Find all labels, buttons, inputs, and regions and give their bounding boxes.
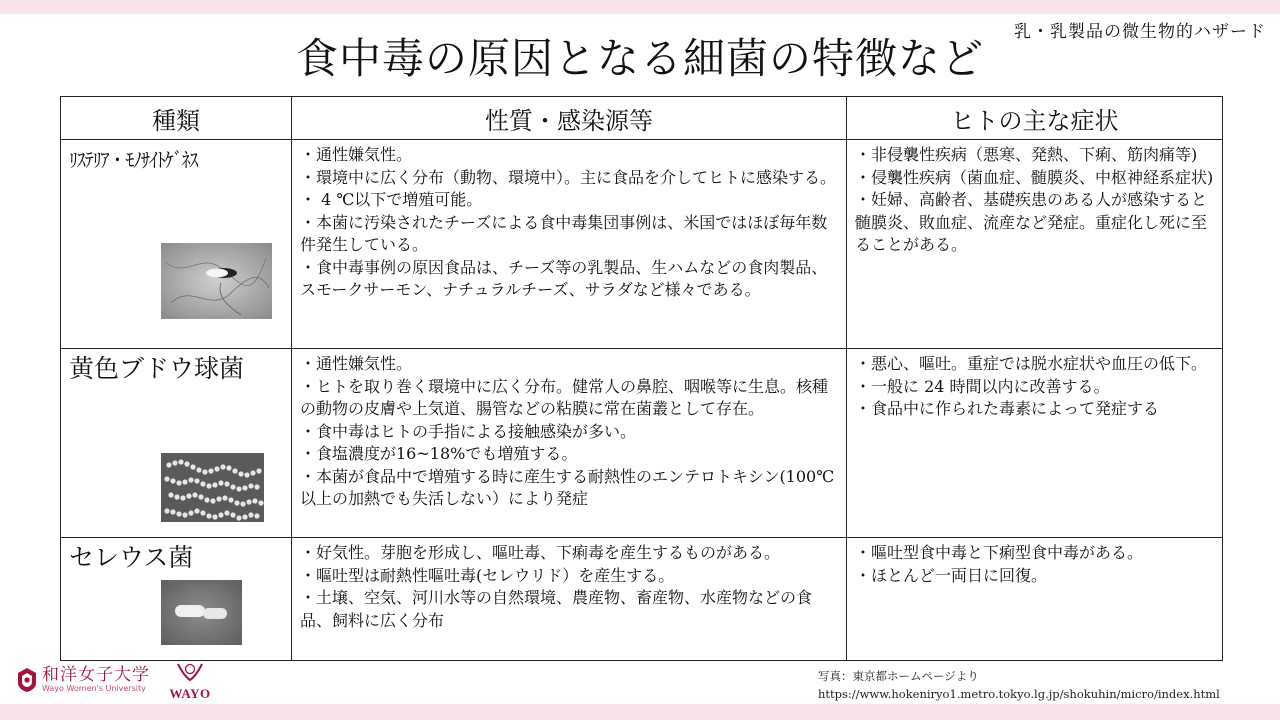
property-line: ・食中毒事例の原因食品は、チーズ等の乳製品、生ハムなどの食肉製品、スモークサーモン、ナチュラルチーズ、サラダなど様々である。 (300, 257, 828, 299)
photo-source (818, 667, 1220, 703)
staphylococcus-micrograph-image (161, 453, 264, 522)
symptom-line: ・食品中に作られた毒素によって発症する (855, 399, 1160, 418)
table-row (61, 349, 1223, 538)
bacteria-name: ﾘｽﾃﾘｱ・ﾓﾉｻｲﾄｹﾞﾈｽ (69, 148, 198, 172)
properties-cell (292, 140, 847, 349)
slide-title: 食中毒の原因となる細菌の特徴など (295, 34, 984, 83)
bacteria-name: 黄色ブドウ球菌 (69, 354, 245, 383)
bacteria-cell (61, 349, 292, 538)
symptoms-cell (847, 538, 1223, 661)
symptom-line: ・ほとんど一両日に回復。 (855, 565, 1048, 585)
table-row (61, 140, 1223, 349)
wayo-emblem-icon (175, 662, 205, 682)
bacteria-name: セレウス菌 (69, 543, 194, 572)
symptom-line: ・嘔吐型食中毒と下痢型食中毒がある。 (855, 543, 1144, 562)
university-logo (16, 666, 150, 694)
source-url: https://www.hokeniryo1.metro.tokyo.lg.jp/shokuhin/micro/index.html (818, 687, 1220, 701)
symptom-line: ・侵襲性疾病（菌血症、髄膜炎、中枢神経系症状) (855, 167, 1214, 187)
cereus-micrograph-image (161, 580, 242, 645)
slide-subtitle: 乳・乳製品の微生物的ハザード (1014, 22, 1266, 42)
header-properties: 性質・感染源等 (292, 97, 847, 140)
property-line: ・食中毒はヒトの手指による接触感染が多い。 (300, 421, 637, 441)
property-line: ・環境中に広く分布（動物、環境中）。主に食品を介してヒトに感染する。 (300, 167, 837, 187)
bacteria-cell (61, 140, 292, 349)
symptoms-cell (847, 349, 1223, 538)
bacteria-cell (61, 538, 292, 661)
property-line: ・通性嫌気性。 (300, 354, 413, 373)
header-type: 種類 (61, 97, 292, 140)
header-symptoms: ヒトの主な症状 (847, 97, 1223, 140)
property-line: ・ヒトを取り巻く環境中に広く分布。健常人の鼻腔、咽喉等に生息。核種の動物の皮膚や上気道、腸管などの粘膜に常在菌叢として存在。 (300, 376, 829, 418)
property-line: ・土壌、空気、河川水等の自然環境、農産物、畜産物、水産物などの食品、飼料に広く分布 (300, 588, 813, 630)
symptom-line: ・妊婦、高齢者、基礎疾患のある人が感染すると髄膜炎、敗血症、流産など発症。重症化し死に至ることがある。 (855, 190, 1208, 254)
symptom-line: ・悪心、嘔吐。重症では脱水症状や血圧の低下。 (855, 354, 1208, 373)
source-label: 写真：東京都ホームページより (818, 669, 979, 683)
symptom-line: ・一般に 24 時間以内に改善する。 (855, 376, 1110, 396)
properties-cell (292, 349, 847, 538)
property-line: ・嘔吐型は耐熱性嘔吐毒(セレウリド）を産生する。 (300, 565, 675, 585)
listeria-micrograph-image (161, 243, 272, 319)
property-line: ・通性嫌気性。 (300, 145, 413, 164)
property-line: ・ 4 ℃以下で増殖可能。 (300, 190, 483, 209)
top-band (0, 0, 1280, 14)
wayo-logo (164, 662, 216, 702)
property-line: ・本菌が食品中で増殖する時に産生する耐熱性のエンテロトキシン(100℃以上の加熱でも失活しない）により発症 (300, 466, 835, 508)
university-crest-icon (16, 667, 38, 693)
property-line: ・好気性。芽胞を形成し、嘔吐毒、下痢毒を産生するものがある。 (300, 543, 781, 562)
table-header-row (61, 97, 1223, 140)
university-name-jp: 和洋女子大学 (42, 665, 150, 685)
bacteria-table (60, 96, 1223, 661)
university-name-en: Wayo Women's University (42, 684, 146, 693)
properties-cell (292, 538, 847, 661)
symptoms-cell (847, 140, 1223, 349)
bottom-band (0, 704, 1280, 720)
table-row (61, 538, 1223, 661)
property-line: ・本菌に汚染されたチーズによる食中毒集団事例は、米国ではほぼ毎年数件発生している。 (300, 212, 828, 254)
property-line: ・食塩濃度が16~18%でも増殖する。 (300, 444, 578, 463)
wayo-logo-text: WAYO (169, 686, 211, 701)
symptom-line: ・非侵襲性疾病（悪寒、発熱、下痢、筋肉痛等) (855, 145, 1198, 164)
